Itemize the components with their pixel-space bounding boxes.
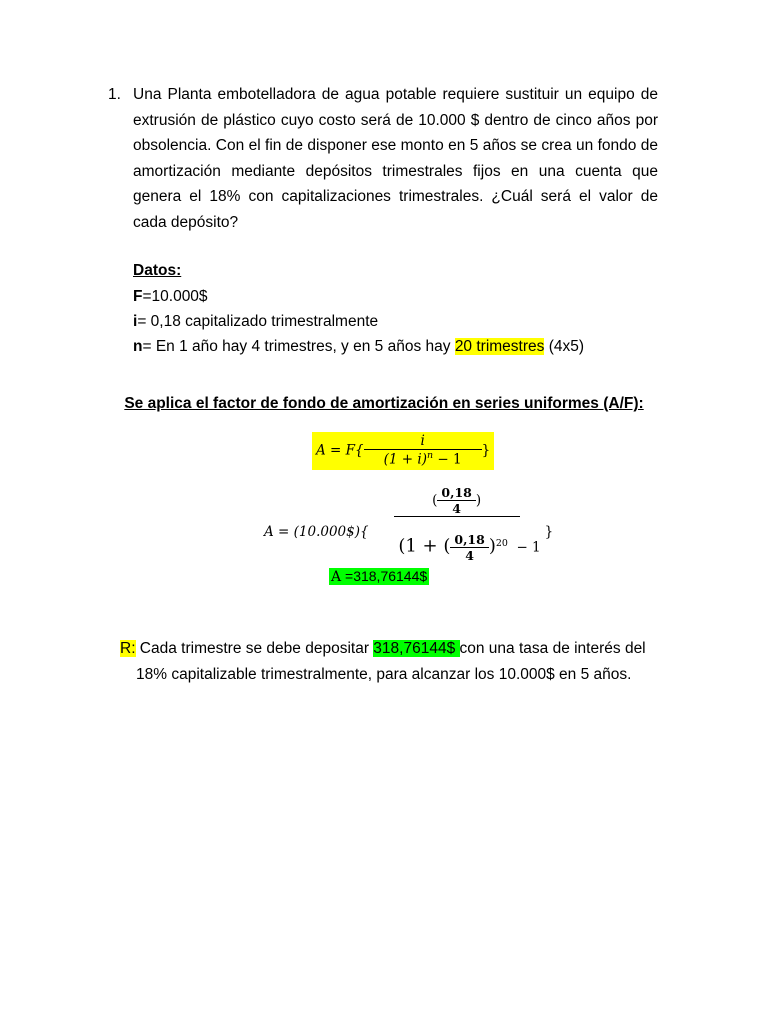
formula2-num-open: ( (432, 492, 438, 509)
answer-prefix: R: (120, 640, 136, 657)
formula1-close: } (481, 442, 491, 459)
formula1-denominator: (1 + i) (383, 451, 427, 468)
problem-number: 1. (108, 86, 121, 103)
n-suffix: (4x5) (544, 338, 585, 355)
formula2-lhs: A = (10.000$){ (264, 523, 369, 540)
formula2-den-close: ) (488, 535, 496, 557)
formula1-numerator: i (420, 433, 425, 449)
n-value: = En 1 año hay 4 trimestres, y en 5 años hay (142, 338, 455, 355)
f-label: F (133, 288, 143, 305)
answer-line-1 (120, 636, 660, 662)
datos-n-line (133, 334, 584, 360)
formula2-den-minus: − 1 (507, 539, 541, 556)
formula2-num-frac-bottom: 4 (452, 500, 461, 516)
answer-text-2: con una tasa de interés del (459, 640, 646, 657)
formula2-den-exponent: 20 (495, 537, 508, 549)
formula-af-substituted (264, 486, 553, 579)
result-label: A (331, 569, 342, 585)
answer-line-2: 18% capitalizable trimestralmente, para alcanzar los 10.000$ en 5 años. (136, 666, 632, 683)
formula2-close: } (544, 523, 554, 540)
formula2-den-frac-top: 0,18 (450, 533, 488, 548)
formula-af-general (312, 432, 494, 470)
formula2-den-frac-bottom: 4 (465, 547, 474, 563)
formula1-lhs: A = F{ (316, 442, 364, 459)
answer-text-1: Cada trimestre se debe depositar (135, 640, 374, 657)
factor-heading: Se aplica el factor de fondo de amortización en series uniformes (A/F): (124, 395, 644, 412)
formula1-minus-one: − 1 (433, 451, 462, 468)
datos-i-line (133, 309, 378, 335)
formula2-fraction (369, 486, 545, 579)
i-label: i (133, 313, 138, 330)
datos-f-line (133, 284, 208, 310)
f-value: =10.000$ (142, 288, 208, 305)
n-label: n (133, 338, 143, 355)
formula2-num-close: ) (475, 492, 482, 509)
formula2-den-open: (1 + ( (398, 535, 451, 557)
datos-heading: Datos: (133, 262, 182, 279)
result-value: =318,76144$ (341, 568, 428, 584)
formula1-fraction (364, 434, 482, 468)
problem-text: Una Planta embotelladora de agua potable requiere sustituir un equipo de extrusión de plástico cuyo costo será de 10.000 $ dentro de cinco años por obsolencia. Con el fin de disponer ese monto en 5 años se crea un fondo de amortización mediante depósitos trimestrales fijos en una cuenta que genera el 18% con capitalizaciones trimestrales. ¿Cuál será el valor de cada depósito? (133, 86, 658, 231)
answer-amount: 318,76144$ (373, 640, 460, 657)
result-highlight (329, 568, 429, 585)
formula2-num-frac-top: 0,18 (437, 486, 475, 501)
i-value: = 0,18 capitalizado trimestralmente (137, 313, 379, 330)
n-highlight: 20 trimestres (454, 338, 545, 355)
formula1-exponent: n (426, 449, 434, 461)
